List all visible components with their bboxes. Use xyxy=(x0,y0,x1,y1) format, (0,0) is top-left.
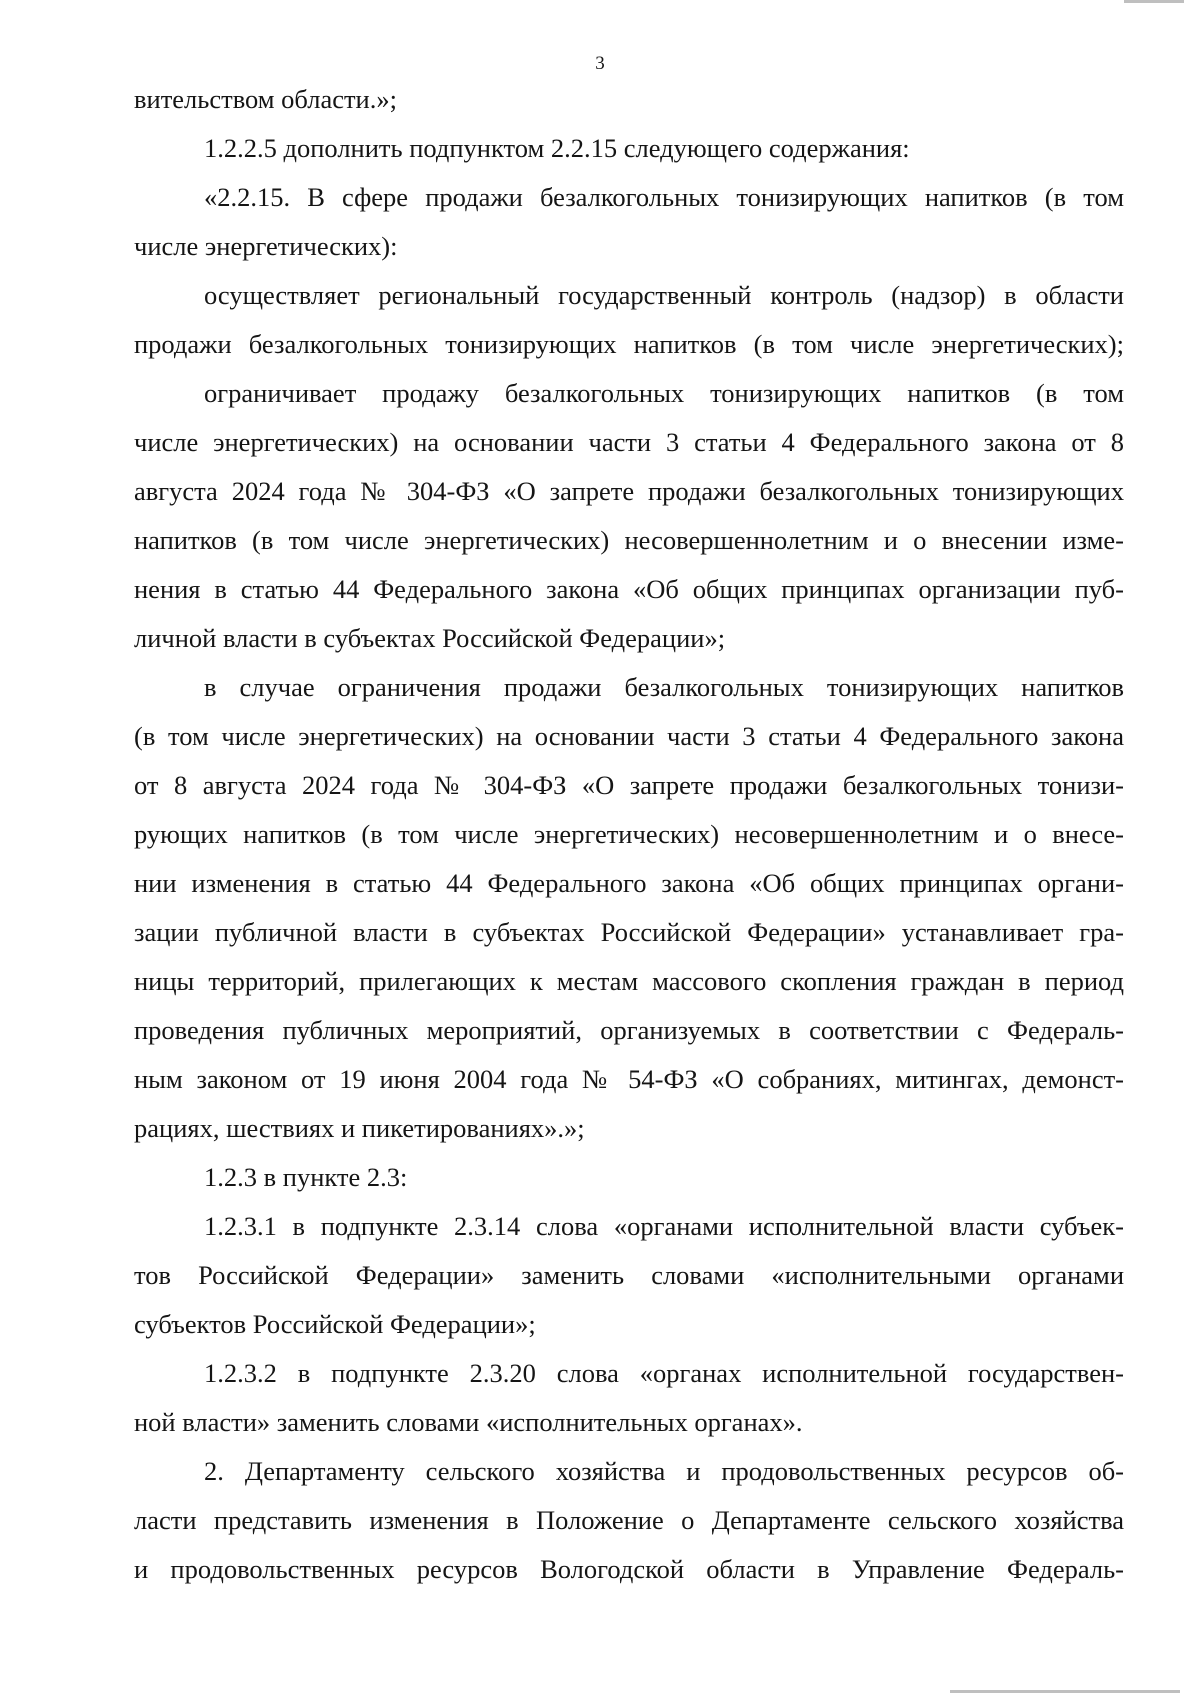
text-line: 1.2.3.2 в подпункте 2.3.20 слова «органах исполнительной государствен- xyxy=(204,1358,1124,1388)
text-line: (в том числе энергетических) на основании части 3 статьи 4 Федерального закона xyxy=(134,721,1124,751)
text-line: числе энергетических) на основании части 3 статьи 4 Федерального закона от 8 xyxy=(134,427,1124,457)
text-line: от 8 августа 2024 года № 304-ФЗ «О запрете продажи безалкогольных тонизи- xyxy=(134,770,1124,800)
text-line: и продовольственных ресурсов Вологодской области в Управление Федераль- xyxy=(134,1554,1124,1584)
text-line: продажи безалкогольных тонизирующих напитков (в том числе энергетических); xyxy=(134,329,1124,359)
text-line: нии изменения в статью 44 Федерального закона «Об общих принципах органи- xyxy=(134,868,1124,898)
text-line: напитков (в том числе энергетических) несовершеннолетним и о внесении изме- xyxy=(134,525,1124,555)
document-body xyxy=(134,75,1124,1594)
text-line: в случае ограничения продажи безалкогольных тонизирующих напитков xyxy=(204,672,1124,702)
text-line: ной власти» заменить словами «исполнительных органах». xyxy=(134,1407,803,1437)
text-line: ницы территорий, прилегающих к местам массового скопления граждан в период xyxy=(134,966,1124,996)
text-line: проведения публичных мероприятий, организуемых в соответствии с Федераль- xyxy=(134,1015,1124,1045)
text-line: ным законом от 19 июня 2004 года № 54-ФЗ «О собраниях, митингах, демонст- xyxy=(134,1064,1124,1094)
text-line: 1.2.3 в пункте 2.3: xyxy=(204,1162,408,1192)
text-line: августа 2024 года № 304-ФЗ «О запрете продажи безалкогольных тонизирующих xyxy=(134,476,1124,506)
scan-artifact-bottom xyxy=(950,1690,1180,1693)
text-line: ограничивает продажу безалкогольных тонизирующих напитков (в том xyxy=(204,378,1124,408)
text-line: ласти представить изменения в Положение о Департаменте сельского хозяйства xyxy=(134,1505,1124,1535)
text-line: вительством области.»; xyxy=(134,84,397,114)
text-line: числе энергетических): xyxy=(134,231,398,261)
text-line: 1.2.2.5 дополнить подпунктом 2.2.15 следующего содержания: xyxy=(204,133,910,163)
text-line: личной власти в субъектах Российской Федерации»; xyxy=(134,623,726,653)
text-line: 2. Департаменту сельского хозяйства и продовольственных ресурсов об- xyxy=(204,1456,1124,1486)
text-line: субъектов Российской Федерации»; xyxy=(134,1309,536,1339)
text-line: нения в статью 44 Федерального закона «Об общих принципах организации пуб- xyxy=(134,574,1124,604)
text-line: тов Российской Федерации» заменить словами «исполнительными органами xyxy=(134,1260,1124,1290)
text-line: «2.2.15. В сфере продажи безалкогольных тонизирующих напитков (в том xyxy=(204,182,1124,212)
page-number: 3 xyxy=(595,53,605,74)
text-line: 1.2.3.1 в подпункте 2.3.14 слова «органами исполнительной власти субъек- xyxy=(204,1211,1124,1241)
text-line: рующих напитков (в том числе энергетических) несовершеннолетним и о внесе- xyxy=(134,819,1124,849)
text-line: рациях, шествиях и пикетированиях».»; xyxy=(134,1113,585,1143)
text-line: осуществляет региональный государственный контроль (надзор) в области xyxy=(204,280,1124,310)
text-line: зации публичной власти в субъектах Российской Федерации» устанавливает гра- xyxy=(134,917,1124,947)
scan-artifact-top xyxy=(1124,0,1184,3)
